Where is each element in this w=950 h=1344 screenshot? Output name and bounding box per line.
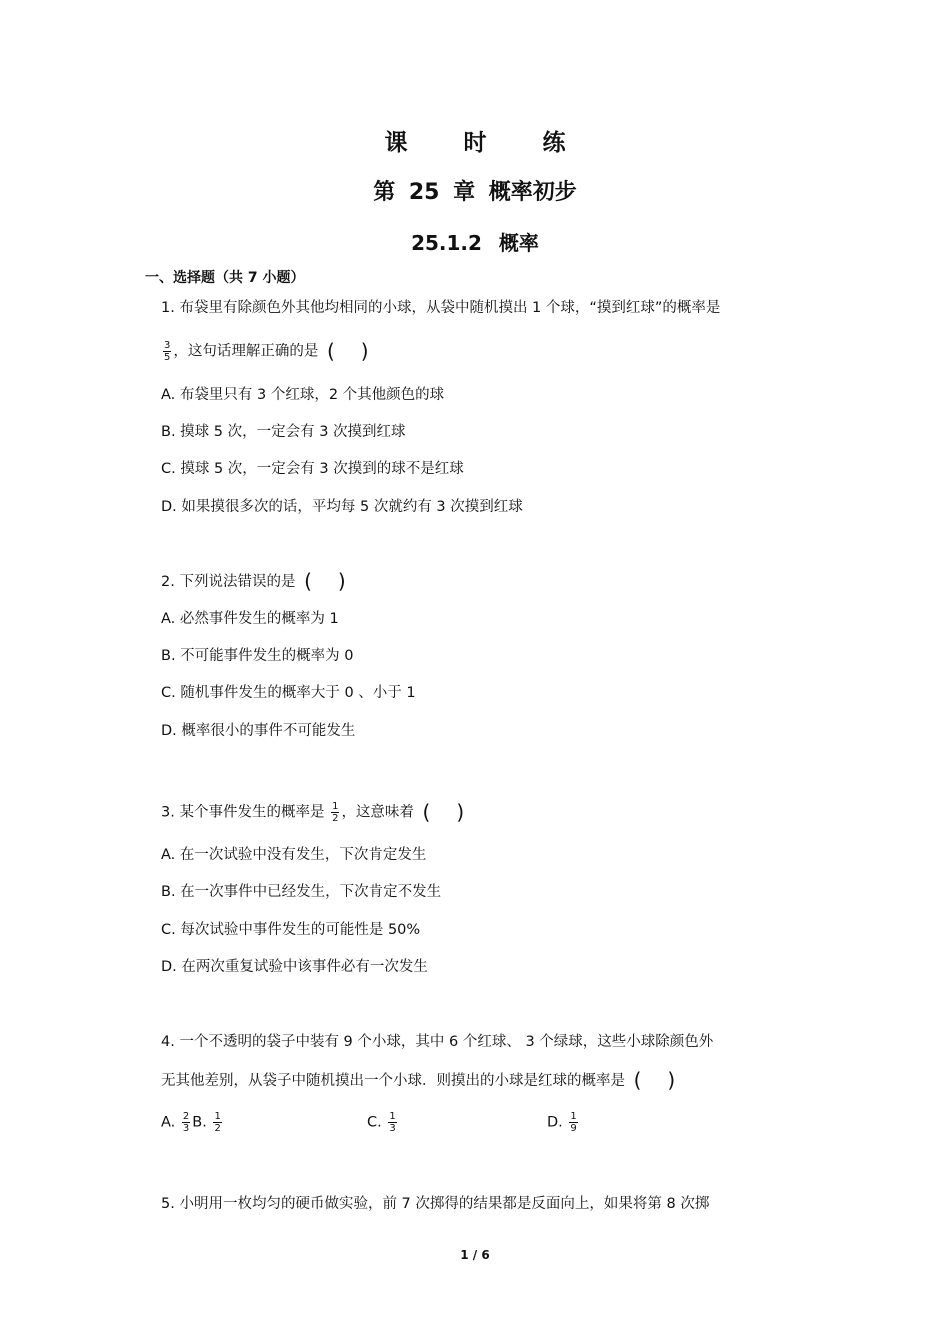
- q4-line2: [161, 1070, 675, 1091]
- q4-option-b-den: 2: [214, 1123, 221, 1134]
- q3-paren-open: (: [422, 799, 431, 824]
- doc-title: 课 时 练: [384, 130, 590, 156]
- q3-frac-num: 1: [332, 801, 339, 812]
- q1-option-a: A. 布袋里只有 3 个红球，2 个其他颜色的球: [161, 387, 445, 403]
- page-number: 1 / 6: [460, 1248, 490, 1262]
- q3-option-d: D. 在两次重复试验中该事件必有一次发生: [161, 959, 428, 975]
- q2-stem: [161, 571, 346, 592]
- chapter-title: 第 25 章 概率初步: [373, 180, 577, 205]
- q4-option-a: [161, 1111, 224, 1134]
- q2-paren-open: (: [304, 569, 312, 593]
- q4-option-a-fraction: [182, 1111, 190, 1134]
- q4-line2-text: 无其他差别，从袋子中随机摸出一个小球．则摸出的小球是红球的概率是: [161, 1073, 625, 1089]
- q3-stem-post: ，这意味着: [341, 804, 414, 821]
- q1-paren-close: ): [360, 338, 369, 363]
- q4-paren-open: (: [633, 1068, 642, 1092]
- q4-option-c-den: 3: [389, 1123, 396, 1134]
- q2-stem-text: 2. 下列说法错误的是: [161, 574, 296, 590]
- q4-option-d-num: 1: [570, 1111, 577, 1122]
- q4-option-a-num: 2: [182, 1111, 190, 1122]
- q3-frac-den: 2: [332, 813, 339, 824]
- q4-option-b-fraction: [213, 1111, 221, 1134]
- part-heading: 一、选择题（共 7 小题）: [145, 270, 305, 286]
- q4-option-c-fraction: [388, 1111, 396, 1134]
- q4-option-a-label: A.: [161, 1114, 176, 1131]
- q1-fraction: [163, 340, 171, 363]
- q4-option-c: [367, 1111, 399, 1134]
- q5-line1: 5. 小明用一枚均匀的硬币做实验，前 7 次掷得的结果都是反面向上，如果将第 8 次掷: [161, 1196, 710, 1212]
- q3-option-b: B. 在一次事件中已经发生，下次肯定不发生: [161, 884, 442, 900]
- q3-stem-pre: 3. 某个事件发生的概率是: [161, 804, 325, 821]
- q2-option-d: D. 概率很小的事件不可能发生: [161, 723, 356, 739]
- q4-option-b-num: 1: [214, 1111, 221, 1122]
- section-title: 25.1.2 概率: [411, 231, 539, 255]
- q4-option-d-den: 9: [570, 1123, 577, 1134]
- q4-option-d-fraction: [569, 1111, 577, 1134]
- q4-option-d-label: D.: [547, 1114, 563, 1131]
- q4-paren-close: ): [667, 1068, 676, 1092]
- q1-option-d: D. 如果摸很多次的话，平均每 5 次就约有 3 次摸到红球: [161, 499, 523, 515]
- q2-paren-close: ): [337, 569, 346, 593]
- q1-frac-num: 3: [164, 340, 171, 351]
- q4-option-b-label: B.: [192, 1114, 207, 1131]
- q3-paren-close: ): [456, 799, 465, 824]
- q3-option-c: C. 每次试验中事件发生的可能性是 50%: [161, 922, 421, 938]
- q4-option-c-label: C.: [367, 1114, 382, 1131]
- q1-option-c: C. 摸球 5 次，一定会有 3 次摸到的球不是红球: [161, 461, 464, 477]
- q4-option-c-num: 1: [389, 1111, 396, 1122]
- q1-frac-den: 5: [164, 352, 171, 363]
- q2-option-c: C. 随机事件发生的概率大于 0 、小于 1: [161, 685, 416, 701]
- q3-stem: [161, 801, 464, 824]
- q2-option-a: A. 必然事件发生的概率为 1: [161, 611, 339, 627]
- q1-line2-text: ，这句话理解正确的是: [173, 343, 319, 360]
- q4-option-a-den: 3: [182, 1123, 190, 1134]
- q1-paren-open: (: [326, 338, 335, 363]
- q1-line2: [161, 340, 369, 363]
- q1-line1: 1. 布袋里有除颜色外其他均相同的小球，从袋中随机摸出 1 个球，“摸到红球”的概率是: [161, 300, 721, 316]
- q1-option-b: B. 摸球 5 次，一定会有 3 次摸到红球: [161, 424, 406, 440]
- q2-option-b: B. 不可能事件发生的概率为 0: [161, 648, 354, 664]
- q4-line1: 4. 一个不透明的袋子中装有 9 个小球，其中 6 个红球、 3 个绿球，这些小球除颜色外: [161, 1034, 714, 1050]
- q3-fraction: [331, 801, 339, 824]
- q4-option-d: [547, 1111, 580, 1134]
- q3-option-a: A. 在一次试验中没有发生，下次肯定发生: [161, 847, 427, 863]
